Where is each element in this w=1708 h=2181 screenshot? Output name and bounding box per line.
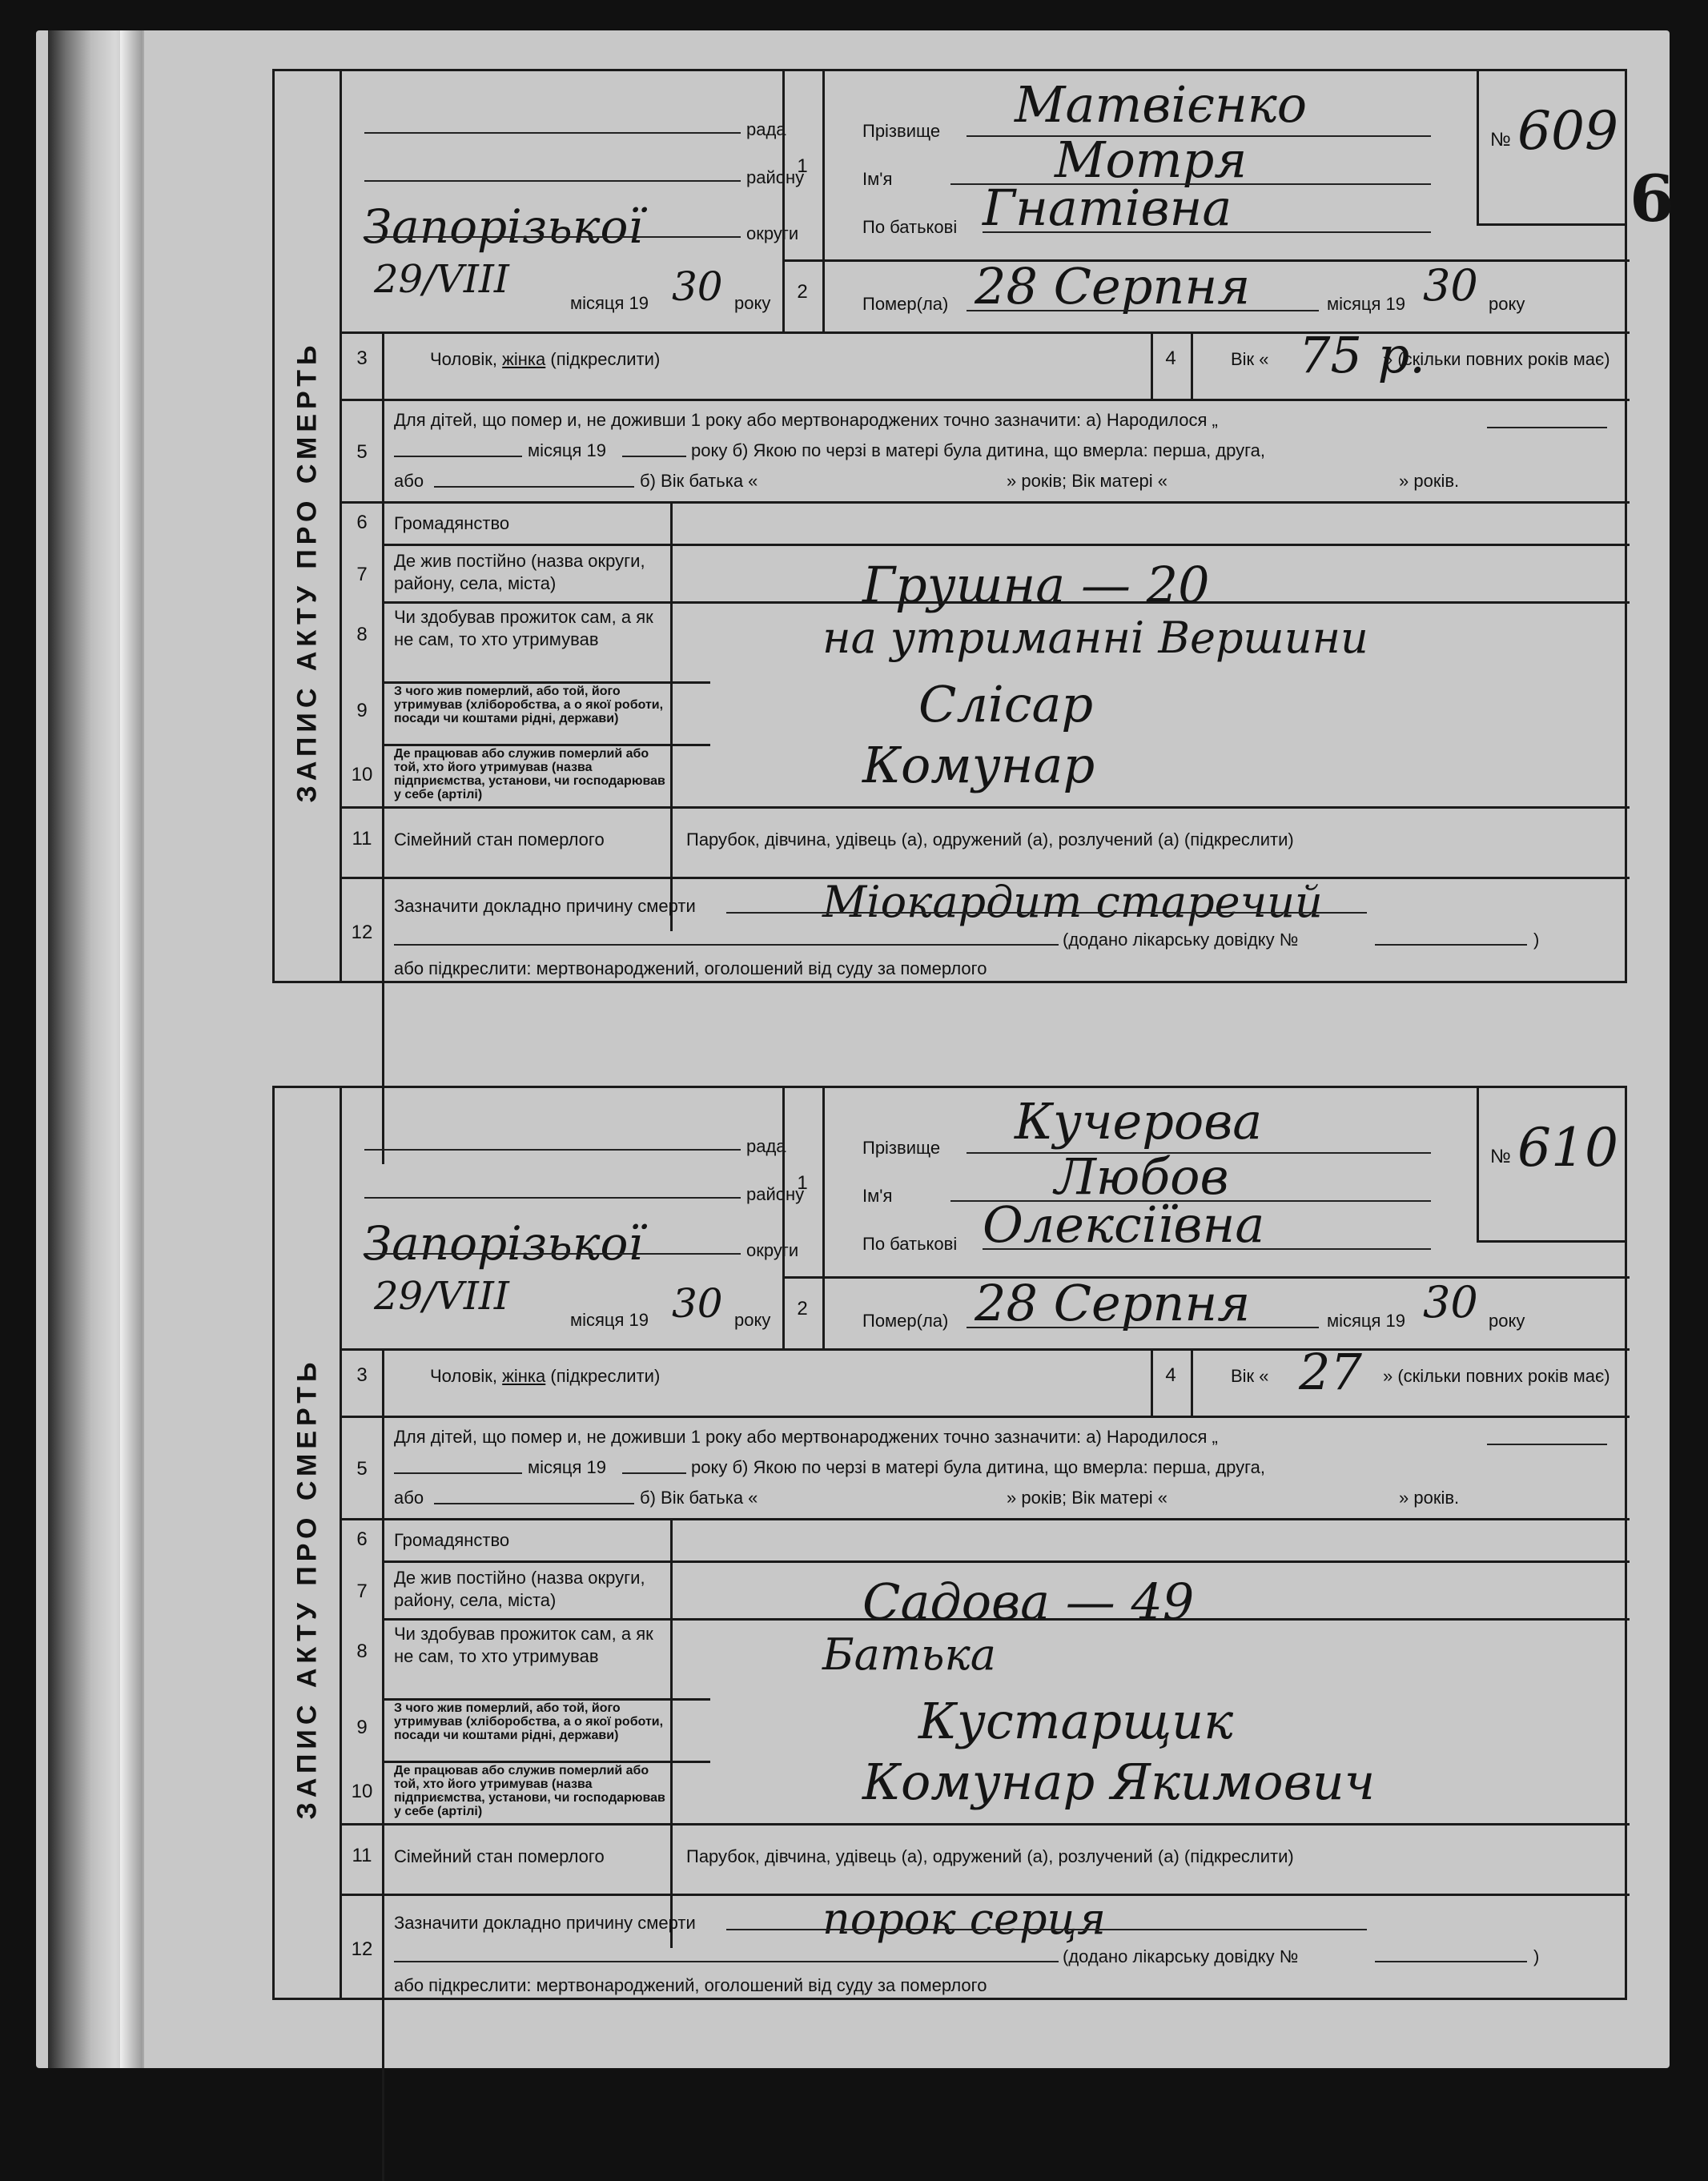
row-number-11: 11: [352, 828, 372, 850]
row-number-1: 1: [797, 1172, 808, 1194]
row-number-6: 6: [356, 512, 368, 533]
patronymic-value: Гнатівна: [983, 179, 1232, 237]
marital-options[interactable]: Парубок, дівчина, удівець (а), одружений (а), розлучений (а) (підкреслити): [686, 829, 1294, 850]
work-label: Де працював або служив померлий або той, хто його утримував (назва підприємства, установи, чи господарював у себе (артілі): [394, 1764, 665, 1818]
reg-roku-label: року: [734, 293, 771, 313]
registration-year-value: 30: [672, 263, 723, 310]
row-number-2: 2: [797, 1298, 808, 1319]
row-number-3: 3: [356, 347, 368, 369]
surname-value: Матвієнко: [1015, 75, 1308, 134]
record-number-box: [1477, 1088, 1625, 1243]
children-line-3a: або: [394, 1488, 424, 1508]
source-value: Слісар: [918, 675, 1094, 733]
citizenship-label: Громадянство: [394, 513, 510, 533]
number-sign: №: [1490, 1146, 1511, 1167]
died-label: Помер(ла): [862, 1311, 949, 1331]
row-number-5: 5: [356, 1458, 368, 1480]
livelihood-value: Батька: [822, 1629, 996, 1680]
row-number-8: 8: [356, 624, 368, 645]
record-side-title: ЗАПИС АКТУ ПРО СМЕРТЬ: [275, 1088, 342, 1998]
row-number-3: 3: [356, 1364, 368, 1386]
row-number-1: 1: [797, 155, 808, 177]
name-label: Ім'я: [862, 169, 893, 189]
source-label: З чого жив померлий, або той, його утримував (хліборобства, а о якої роботи, посади чи коштами рідні, держави): [394, 1701, 664, 1742]
age-value: 27: [1299, 1343, 1362, 1401]
death-record-2: ЗАПИС АКТУ ПРО СМЕРТЬ рада району Запорізької округи 29/VIII місяця 19 30 року 1 2 Прізвище Кучерова Ім'я Любов По батькові Олексіївна № 610 Помер(ла) 28 Серпня місяця 19 30 року 3 Чоловік, жінка (підкреслити) 4 Вік « 27 » (скільки повних років має) 5 Для дітей, що помер и, не доживши 1 року або мертвонароджених точно зазначити: а) Народилося „ місяця 19 року б) Якою по черзі в матері була дитина, що вмерла: перша, друга, або б) Вік батька « » років; Вік матері « » років. 6 Громадянство 7 Де жив постійно (назва округи, району, села, міста) Садова — 49 8 Чи здобував прожиток сам, а як не сам, то хто утримував Батька 9 З чого жив померлий, або той, його утримував (хліборобства, а о якої роботи, посади чи коштами рідні, держави) Кустарщик 10 Де працював або служив померлий або той, хто його утримував (назва підприємства, установи, чи господарював у себе (артілі) Комунар Якимович 11 Сімейний стан померлого Парубок, дівчина, удівець (а), одружений (а), розлучений (а) (підкреслити) 12 Зазначити докладно причину смерти порок серця (додано лікарську довідку № ) або підкреслити: мертвонароджений, оголошений від суду за померлого: [272, 1086, 1627, 2000]
okruha-field[interactable]: [364, 1253, 741, 1255]
row-number-5: 5: [356, 441, 368, 463]
surname-label: Прізвище: [862, 121, 941, 141]
reg-roku-label: року: [734, 1310, 771, 1330]
cause-value: порок серця: [822, 1894, 1106, 1944]
children-line-2b: року б) Якою по черзі в матері була дитина, що вмерла: перша, друга,: [691, 440, 1266, 460]
sex-label: Чоловік, жінка (підкреслити): [430, 1366, 661, 1386]
binding-edge: [120, 30, 143, 2068]
children-line-2: місяця 19: [528, 440, 607, 460]
reg-month-year-label: місяця 19: [570, 1310, 649, 1330]
row-number-6: 6: [356, 1528, 368, 1550]
registration-day-value: 29/VIII: [374, 1274, 509, 1319]
marital-label: Сімейний стан померлого: [394, 829, 605, 850]
okruha-label: округи: [746, 223, 799, 243]
registration-year-value: 30: [672, 1280, 723, 1327]
surname-value: Кучерова: [1015, 1092, 1263, 1151]
residence-label: Де жив постійно (назва округи, району, села, міста): [394, 551, 645, 593]
row-number-12: 12: [351, 922, 373, 943]
age-suffix: » (скільки повних років має): [1383, 1366, 1610, 1386]
record-number-mark: 6: [1630, 161, 1674, 236]
raion-field[interactable]: [364, 180, 741, 182]
okruha-value: Запорізької: [363, 1216, 643, 1271]
row-number-9: 9: [356, 1717, 368, 1738]
sex-women-option[interactable]: жінка: [502, 1366, 546, 1386]
name-value: Мотря: [1055, 131, 1248, 189]
stillborn-label: або підкреслити: мертвонароджений, оголошений від суду за померлого: [394, 958, 987, 978]
children-line-2: місяця 19: [528, 1457, 607, 1477]
okruha-value: Запорізької: [363, 199, 643, 254]
children-line-3d: » років.: [1399, 1488, 1460, 1508]
death-month-year-label: місяця 19: [1327, 294, 1406, 314]
raion-label: району: [746, 167, 805, 187]
number-sign: №: [1490, 129, 1511, 151]
livelihood-value: на утриманні Вершини: [822, 613, 1368, 663]
children-line-3a: або: [394, 471, 424, 491]
children-line-3c: » років; Вік матері «: [1007, 1488, 1167, 1508]
row-number-7: 7: [356, 1581, 368, 1602]
name-label: Ім'я: [862, 1186, 893, 1206]
registration-day-value: 29/VIII: [374, 257, 509, 302]
work-value: Комунар Якимович: [862, 1753, 1376, 1811]
rada-field[interactable]: [364, 1149, 741, 1151]
death-date-value: 28 Серпня: [975, 1274, 1251, 1332]
residence-value: Грушна — 20: [862, 556, 1210, 614]
residence-value: Садова — 49: [862, 1572, 1195, 1631]
source-label: З чого жив померлий, або той, його утримував (хліборобства, а о якої роботи, посади чи коштами рідні, держави): [394, 685, 664, 725]
patronymic-value: Олексіївна: [983, 1195, 1265, 1254]
source-value: Кустарщик: [918, 1692, 1234, 1750]
patronymic-label: По батькові: [862, 1234, 958, 1254]
death-record-1: ЗАПИС АКТУ ПРО СМЕРТЬ рада району Запорізької округи 29/VIII місяця 19 30 року 1 2 Прізвище Матвієнко Ім'я Мотря По батькові Гнатівна № 609 6 Помер(ла) 28 Серпня місяця 19 30 року 3 Чоловік, жінка (підкреслити) 4 Вік « 75 р. » (скільки повних років має) 5 Для дітей, що помер и, не доживши 1 року або мертвонароджених точно зазначити: а) Народилося „ місяця 19 року б) Якою по черзі в матері була дитина, що вмерла: перша, друга, або б) Вік батька « » років; Вік матері « » років. 6 Громадянство 7 Де жив постійно (назва округи, району, села, міста) Грушна — 20 8 Чи здобував прожиток сам, а як не сам, то хто утримував на утриманні Вершини 9 З чого жив померлий, або той, його утримував (хліборобства, а о якої роботи, посади чи коштами рідні, держави) Слісар 10 Де працював або служив померлий або той, хто його утримував (назва підприємства, установи, чи господарював у себе (артілі) Комунар 11 Сімейний стан померлого Парубок, дівчина, удівець (а), одружений (а), розлучений (а) (підкреслити) 12 Зазначити докладно причину смерти Міокардит старечий (додано лікарську довідку № ) або підкреслити: мертвонароджений, оголошений від суду за померлого: [272, 69, 1627, 983]
row-number-11: 11: [352, 1845, 372, 1866]
row-number-10: 10: [351, 764, 373, 785]
name-value: Любов: [1055, 1147, 1229, 1206]
row-number-12: 12: [351, 1938, 373, 1960]
marital-label: Сімейний стан померлого: [394, 1846, 605, 1866]
raion-label: району: [746, 1184, 805, 1204]
work-label: Де працював або служив померлий або той, хто його утримував (назва підприємства, установи, чи господарював у себе (артілі): [394, 747, 665, 801]
patronymic-label: По батькові: [862, 217, 958, 237]
surname-label: Прізвище: [862, 1138, 941, 1158]
row-number-2: 2: [797, 281, 808, 303]
work-value: Комунар: [862, 736, 1095, 794]
residence-label: Де жив постійно (назва округи, району, села, міста): [394, 1568, 645, 1610]
rada-label: рада: [746, 119, 786, 139]
death-month-year-label: місяця 19: [1327, 1311, 1406, 1331]
row-number-9: 9: [356, 700, 368, 721]
record-number: 609: [1517, 100, 1618, 162]
rada-label: рада: [746, 1136, 786, 1156]
age-suffix: » (скільки повних років має): [1383, 349, 1610, 369]
children-line-3b: б) Вік батька «: [640, 1488, 758, 1508]
row-number-4: 4: [1165, 347, 1176, 369]
sex-label: Чоловік, жінка (підкреслити): [430, 349, 661, 369]
record-side-title: ЗАПИС АКТУ ПРО СМЕРТЬ: [275, 71, 342, 981]
children-line-2b: року б) Якою по черзі в матері була дитина, що вмерла: перша, друга,: [691, 1457, 1266, 1477]
children-line-3b: б) Вік батька «: [640, 471, 758, 491]
citizenship-label: Громадянство: [394, 1530, 510, 1550]
died-label: Помер(ла): [862, 294, 949, 314]
children-line-3d: » років.: [1399, 471, 1460, 491]
age-prefix: Вік «: [1231, 349, 1269, 369]
sex-women-option[interactable]: жінка: [502, 349, 546, 369]
death-roku-label: року: [1489, 294, 1525, 314]
okruha-label: округи: [746, 1240, 799, 1260]
livelihood-label: Чи здобував прожиток сам, а як не сам, то хто утримував: [394, 1624, 653, 1666]
certificate-label: (додано лікарську довідку №: [1063, 930, 1299, 950]
row-number-4: 4: [1165, 1364, 1176, 1386]
cause-label: Зазначити докладно причину смерти: [394, 1913, 696, 1933]
livelihood-label: Чи здобував прожиток сам, а як не сам, то хто утримував: [394, 607, 653, 649]
children-line-3c: » років; Вік матері «: [1007, 471, 1167, 491]
death-year-value: 30: [1423, 1277, 1478, 1327]
raion-field[interactable]: [364, 1197, 741, 1199]
okruha-field[interactable]: [364, 236, 741, 238]
cause-label: Зазначити докладно причину смерти: [394, 896, 696, 916]
age-prefix: Вік «: [1231, 1366, 1269, 1386]
death-date-value: 28 Серпня: [975, 257, 1251, 315]
rada-field[interactable]: [364, 132, 741, 134]
record-number: 610: [1517, 1117, 1618, 1179]
age-value: 75 р.: [1299, 326, 1425, 384]
row-number-7: 7: [356, 564, 368, 585]
reg-month-year-label: місяця 19: [570, 293, 649, 313]
certificate-label: (додано лікарську довідку №: [1063, 1946, 1299, 1966]
cause-value: Міокардит старечий: [822, 877, 1323, 927]
children-line-1: Для дітей, що помер и, не доживши 1 року або мертвонароджених точно зазначити: а) Народилося „: [394, 410, 1218, 430]
row-number-10: 10: [351, 1781, 373, 1802]
row-number-8: 8: [356, 1641, 368, 1662]
death-roku-label: року: [1489, 1311, 1525, 1331]
children-line-1: Для дітей, що помер и, не доживши 1 року або мертвонароджених точно зазначити: а) Народилося „: [394, 1427, 1218, 1447]
death-year-value: 30: [1423, 260, 1478, 311]
stillborn-label: або підкреслити: мертвонароджений, оголошений від суду за померлого: [394, 1975, 987, 1995]
marital-options[interactable]: Парубок, дівчина, удівець (а), одружений (а), розлучений (а) (підкреслити): [686, 1846, 1294, 1866]
record-number-box: [1477, 71, 1625, 226]
